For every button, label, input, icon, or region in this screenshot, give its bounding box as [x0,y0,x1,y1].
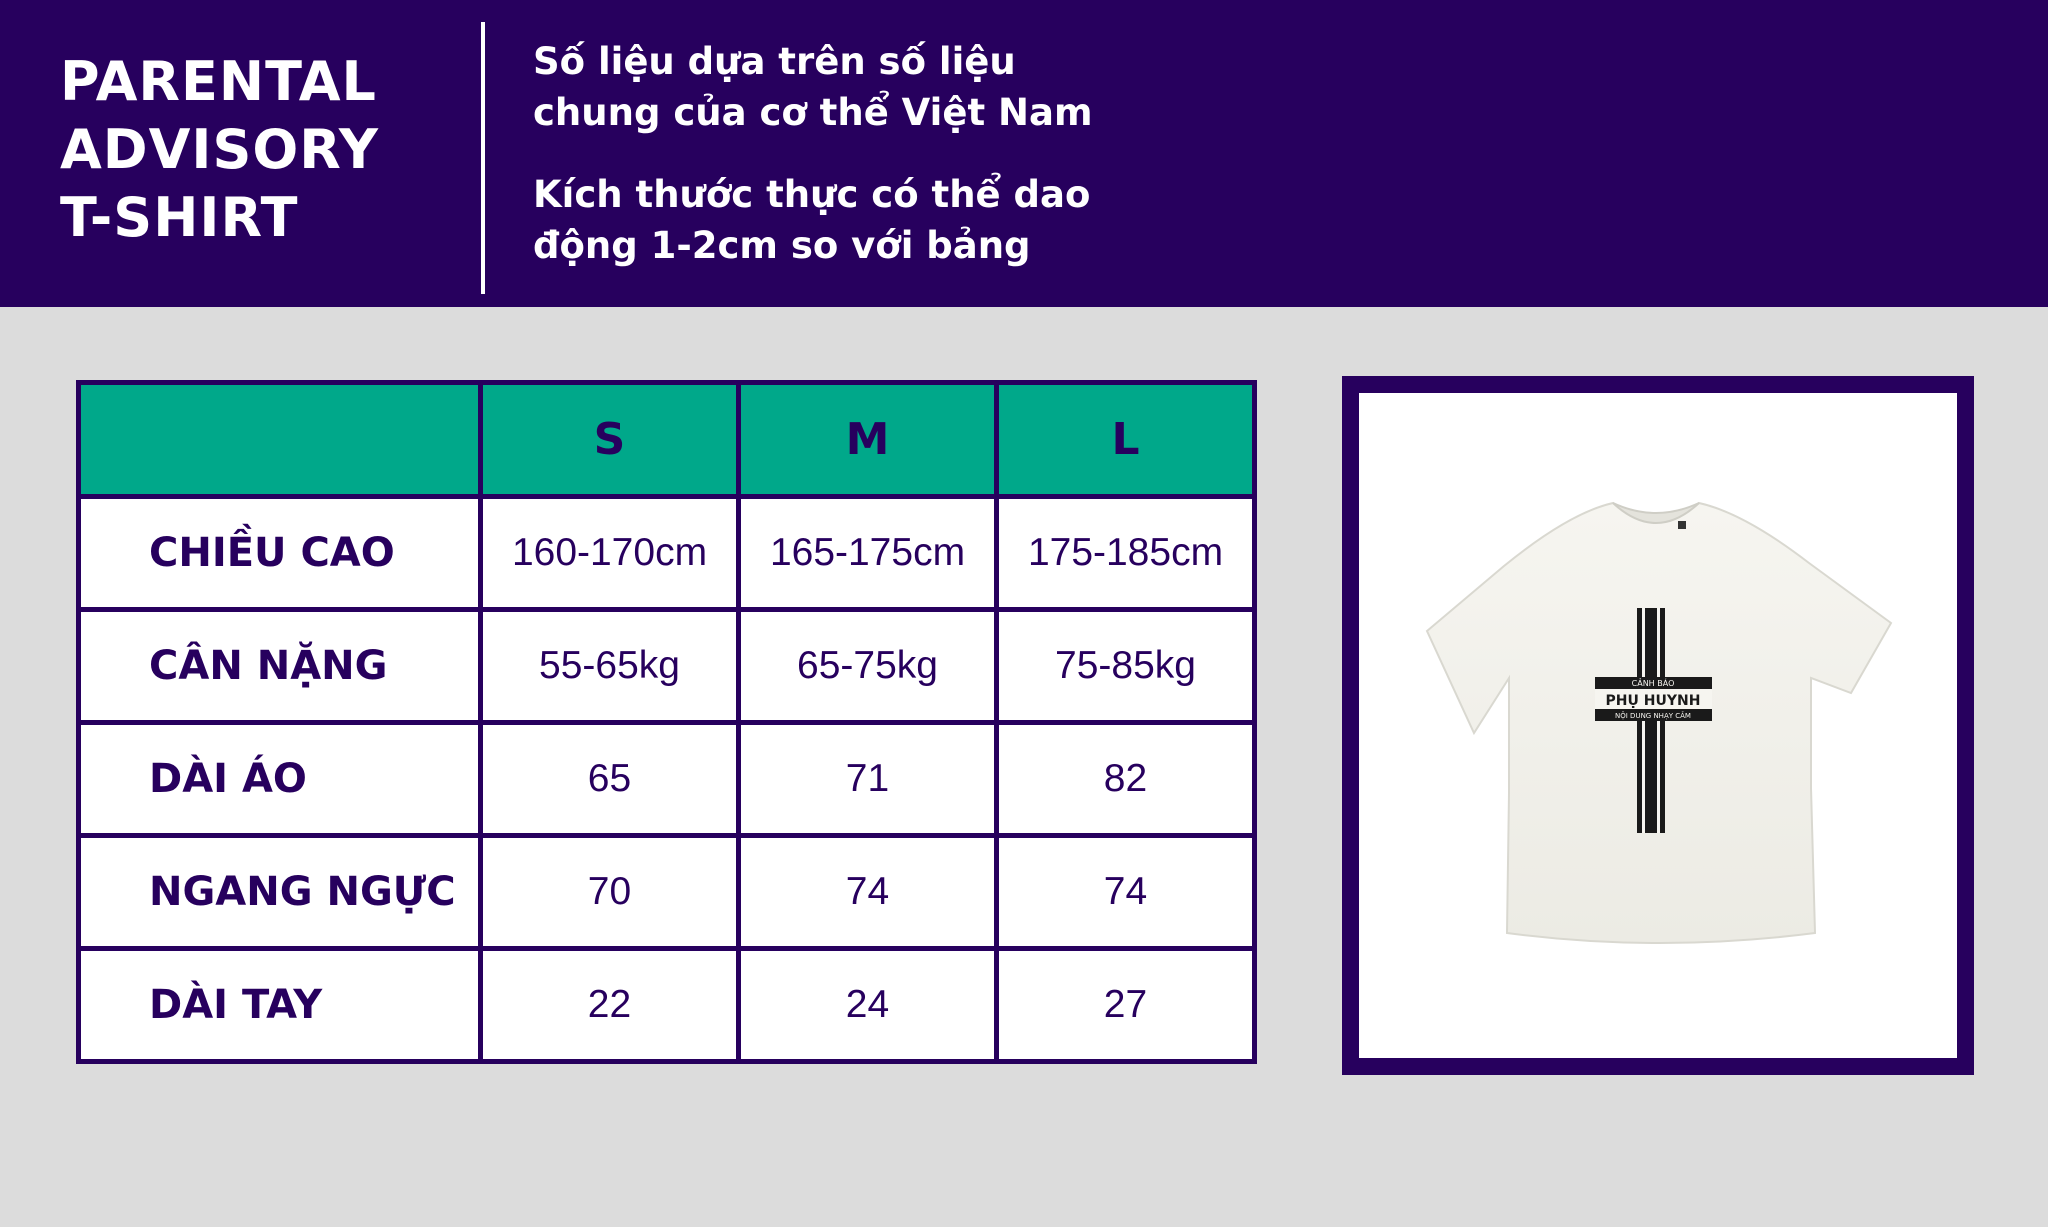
table-cell: 24 [739,949,997,1062]
title-line: T-SHIRT [60,186,299,249]
table-cell: 27 [997,949,1255,1062]
size-header-m: M [739,383,997,497]
table-cell: 74 [997,836,1255,949]
product-photo [1359,393,1957,1058]
table-cell: 22 [481,949,739,1062]
note-body-data [533,36,1093,138]
table-row [79,497,1255,610]
note-size-tolerance [533,169,1093,271]
table-row [79,949,1255,1062]
size-notes [533,36,1093,271]
collar-tag [1678,521,1686,529]
product-photo-frame [1342,376,1974,1075]
table-row [79,836,1255,949]
product-title [60,48,379,252]
graphic-text-bottom: NỘI DUNG NHẠY CẢM [1615,712,1691,720]
graphic-text-main: PHỤ HUYNH [1605,693,1701,709]
title-line: ADVISORY [60,118,380,181]
graphic-text-top: CẢNH BÁO [1631,679,1675,688]
table-cell: 82 [997,723,1255,836]
table-cell: 71 [739,723,997,836]
table-cell: 175-185cm [997,497,1255,610]
table-cell: 160-170cm [481,497,739,610]
row-label-sleeve: DÀI TAY [79,949,481,1062]
table-row [79,723,1255,836]
table-cell: 74 [739,836,997,949]
row-label-weight: CÂN NẶNG [79,610,481,723]
size-header-l: L [997,383,1255,497]
size-header-s: S [481,383,739,497]
table-row [79,610,1255,723]
table-cell: 65 [481,723,739,836]
note-line: Số liệu dựa trên số liệu [533,40,1016,83]
tshirt-image [1359,393,1957,1058]
table-cell: 65-75kg [739,610,997,723]
row-label-chest: NGANG NGỰC [79,836,481,949]
note-line: động 1-2cm so với bảng [533,224,1031,267]
table-header-row [79,383,1255,497]
header-banner [0,0,2048,307]
size-chart-table [76,380,1257,1064]
note-line: chung của cơ thể Việt Nam [533,91,1093,134]
table-cell: 70 [481,836,739,949]
table-cell: 75-85kg [997,610,1255,723]
header-empty-cell [79,383,481,497]
table-cell: 55-65kg [481,610,739,723]
title-line: PARENTAL [60,50,377,113]
row-label-height: CHIỀU CAO [79,497,481,610]
note-line: Kích thước thực có thể dao [533,173,1091,216]
header-divider [481,22,485,294]
table-cell: 165-175cm [739,497,997,610]
row-label-length: DÀI ÁO [79,723,481,836]
